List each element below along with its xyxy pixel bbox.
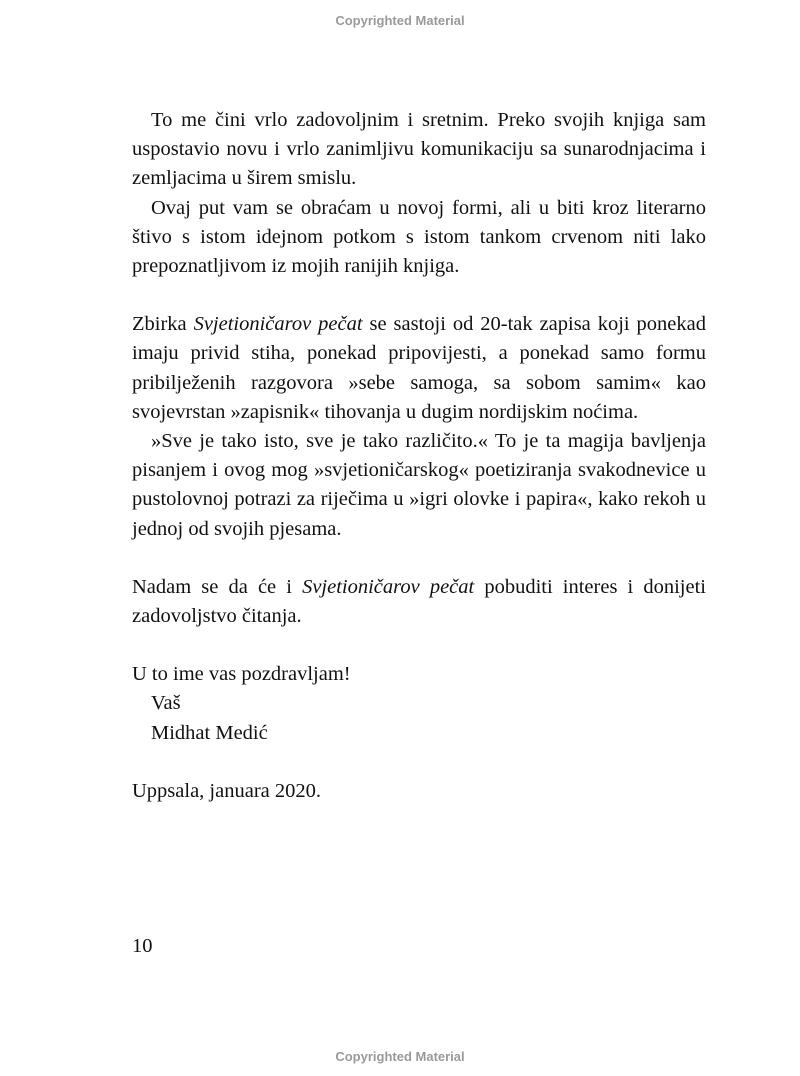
paragraph-3-pre: Zbirka: [132, 313, 194, 336]
paragraph-3-post: se sastoji od 20-tak zapisa koji ponekad imaju privid stiha, ponekad pripovijesti, a ponekad samo formu pribilježenih razgovora »sebe samoga, sa sobom samim« kao svojevrstan »zapisnik« tihovanja u dugim nordijskim noćima.: [132, 313, 706, 423]
greeting: U to ime vas pozdravljam!: [132, 663, 351, 686]
copyright-watermark-top: Copyrighted Material: [335, 13, 465, 28]
book-title-2: Svjetioničarov pečat: [302, 575, 475, 598]
page-number: 10: [132, 935, 153, 957]
paragraph-2: Ovaj put vam se obraćam u novoj formi, ali u biti kroz literarno štivo s istom idejnom potkom s istom tankom crvenom niti lako prepoznatljivom iz mojih ranijih knjiga.: [132, 196, 706, 278]
place-date: Uppsala, januara 2020.: [132, 779, 321, 802]
paragraph-4: »Sve je tako isto, sve je tako različito.« To je ta magija bavljenja pisanjem i ovog mog »svjetioničarskog« poetiziranja svakodnevice u pustolovnoj potrazi za riječima u »igri olovke i papira«, kako rekoh u jednoj od svojih pjesama.: [132, 430, 706, 540]
paragraph-5-post: pobuditi interes i donijeti zadovoljstvo čitanja.: [132, 575, 706, 628]
paragraph-1: To me čini vrlo zadovoljnim i sretnim. Preko svojih knjiga sam uspostavio novu i vrlo zanimljivu komunikaciju sa sunarodnjacima i zemljacima u širem smislu.: [132, 109, 706, 190]
signature-vas: Vaš: [151, 692, 181, 715]
copyright-watermark-bottom: Copyrighted Material: [335, 1049, 465, 1064]
book-title: Svjetioničarov pečat: [193, 313, 363, 336]
signature-name: Midhat Medić: [151, 721, 268, 744]
paragraph-3: [132, 310, 706, 427]
body-text: [132, 106, 706, 806]
paragraph-5: [132, 573, 706, 631]
paragraph-5-pre: Nadam se da će i: [132, 575, 303, 598]
